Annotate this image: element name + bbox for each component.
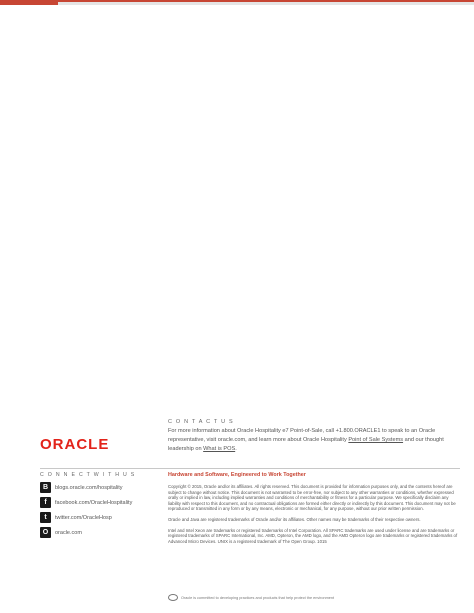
legal-section	[168, 472, 460, 549]
environment-note-text: Oracle is committed to developing practices and products that help protect the environment	[181, 595, 335, 600]
facebook-icon: f	[40, 497, 51, 508]
header-accent-block	[0, 0, 58, 5]
contact-heading: C O N T A C T U S	[168, 419, 234, 425]
oracle-logo: ORACLE	[40, 436, 110, 453]
environment-note	[168, 594, 334, 601]
trademark-text-2: Intel and Intel Xeon are trademarks or registered trademarks of Intel Corporation. All SPARC trademarks are used under license and are trademarks or registered trademarks of SPARC International, Inc. AMD, Opteron, the AMD logo, and the AMD Opteron logo are trademarks or registered trademarks of Advanced Micro Devices. UNIX is a registered trademark of The Open Group. 1015	[168, 527, 458, 544]
leaf-icon	[168, 594, 178, 601]
header-bar	[0, 0, 474, 5]
social-item-blog[interactable]	[40, 481, 150, 494]
trademark-text-1: Oracle and Java are registered trademarks of Oracle and/or its affiliates. Other names may be trademarks of their respective owners.	[168, 516, 421, 522]
connect-heading: C O N N E C T W I T H U S	[40, 472, 136, 478]
contact-paragraph	[168, 427, 458, 454]
tagline: Hardware and Software, Engineered to Work Together	[168, 472, 306, 478]
social-item-oracle[interactable]	[40, 526, 150, 539]
social-label[interactable]: blogs.oracle.com/hospitality	[55, 484, 123, 491]
contact-text-2: and our thought leadership on	[168, 437, 444, 452]
social-label[interactable]: facebook.com/OracleHospitality	[55, 499, 133, 506]
social-label[interactable]: twitter.com/OracleHosp	[55, 514, 112, 521]
social-item-facebook[interactable]	[40, 496, 150, 509]
copyright-text: Copyright © 2015, Oracle and/or its affiliates. All rights reserved. This document is provided for information purposes only, and the contents hereof are subject to change without notice. This document is not warranted to be error-free, nor subject to any other warranties or conditions, whether expressed orally or implied in law, including implied warranties and conditions of merchantability or fitness for a particular purpose. We specifically disclaim any liability with respect to this document, and no contractual obligations are formed either directly or indirectly by this document. This document may not be reproduced or transmitted in any form or by any means, electronic or mechanical, for any purpose, without our prior written permission.	[168, 484, 456, 512]
blog-icon: B	[40, 482, 51, 493]
social-links	[40, 481, 150, 541]
oracle-icon: O	[40, 527, 51, 538]
section-divider	[40, 468, 460, 469]
contact-section	[168, 419, 458, 454]
contact-text-3: .	[235, 446, 237, 452]
header-accent-line	[58, 0, 474, 2]
social-label[interactable]: oracle.com	[55, 529, 82, 536]
contact-text-1: For more information about Oracle Hospitality e7 Point-of-Sale, call +1.800.ORACLE1 to speak to an Oracle representative, visit oracle.com, and learn more about Oracle Hospitality	[168, 428, 436, 443]
pos-systems-link[interactable]: Point of Sale Systems	[348, 437, 404, 443]
social-item-twitter[interactable]	[40, 511, 150, 524]
twitter-icon: t	[40, 512, 51, 523]
what-is-pos-link[interactable]: What is POS	[203, 446, 236, 452]
